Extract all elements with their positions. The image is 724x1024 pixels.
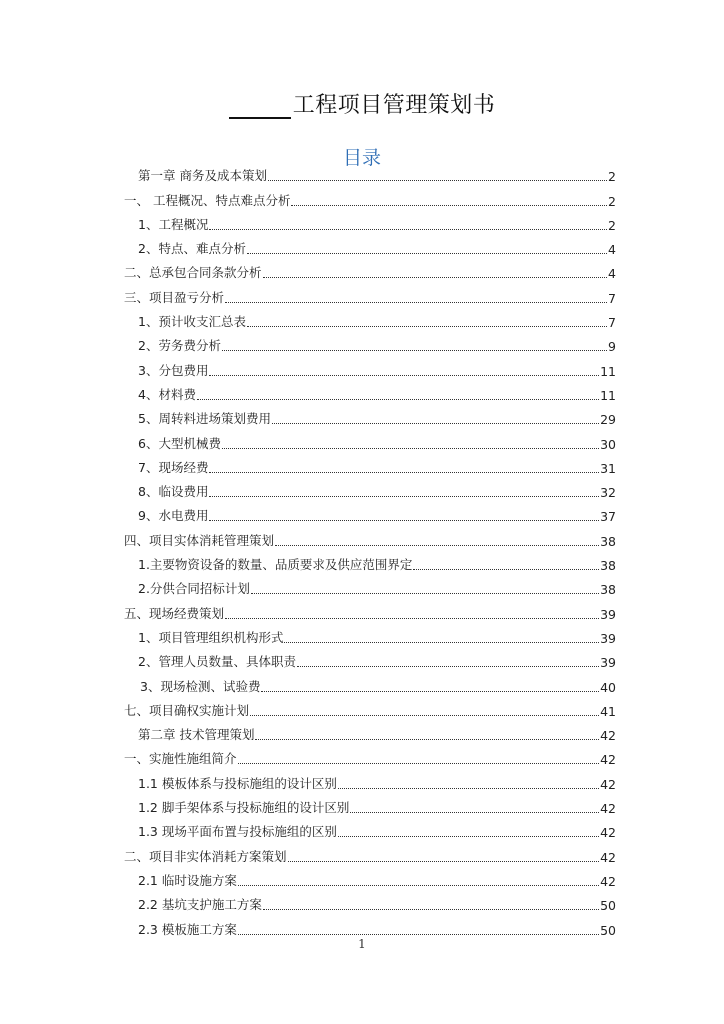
toc-entry-title: 2.分供合同招标计划 <box>138 581 250 597</box>
toc-dot-leader <box>297 666 599 667</box>
toc-entry-page-number: 42 <box>600 873 616 889</box>
toc-dot-leader <box>225 302 607 303</box>
toc-dot-leader <box>238 763 600 764</box>
toc-entry-title: 第二章 技术管理策划 <box>138 727 255 743</box>
toc-entry[interactable] <box>124 914 616 938</box>
toc-entry[interactable] <box>124 720 616 744</box>
toc-entry[interactable] <box>124 696 616 720</box>
toc-dot-leader <box>263 909 599 910</box>
toc-entry[interactable] <box>124 890 616 914</box>
toc-entry-title: 1.3 现场平面布置与投标施组的区别 <box>138 824 337 840</box>
toc-entry-page-number: 38 <box>600 558 616 574</box>
toc-entry[interactable] <box>124 453 616 477</box>
toc-entry-page-number: 39 <box>600 630 616 646</box>
toc-dot-leader <box>209 496 599 497</box>
toc-entry-page-number: 29 <box>600 412 616 428</box>
toc-entry[interactable] <box>124 210 616 234</box>
toc-entry-title: 三、项目盈亏分析 <box>124 289 225 305</box>
toc-dot-leader <box>284 642 599 643</box>
toc-entry-page-number: 31 <box>600 460 616 476</box>
toc-entry-title: 2、管理人员数量、具体职责 <box>138 654 296 670</box>
toc-dot-leader <box>222 448 599 449</box>
toc-entry-title: 五、现场经费策划 <box>124 605 225 621</box>
toc-entry-page-number: 4 <box>608 242 616 258</box>
toc-entry-page-number: 11 <box>600 387 616 403</box>
toc-entry-title: 二、总承包合同条款分析 <box>124 265 262 281</box>
toc-entry-page-number: 11 <box>600 363 616 379</box>
document-title-text: 工程项目管理策划书 <box>292 93 496 118</box>
toc-dot-leader <box>238 885 599 886</box>
toc-entry-page-number: 32 <box>600 485 616 501</box>
toc-entry[interactable] <box>124 817 616 841</box>
toc-entry-title: 1.1 模板体系与投标施组的设计区别 <box>138 775 337 791</box>
toc-entry-title: 1.主要物资设备的数量、品质要求及供应范围界定 <box>138 557 413 573</box>
toc-entry-title: 7、现场经费 <box>138 459 209 475</box>
toc-entry[interactable] <box>124 331 616 355</box>
toc-dot-leader <box>268 180 607 181</box>
toc-entry[interactable] <box>124 185 616 209</box>
toc-entry-title: 一、 工程概况、特点难点分析 <box>124 192 291 208</box>
toc-dot-leader <box>209 520 599 521</box>
toc-dot-leader <box>288 861 600 862</box>
toc-entry-title: 2.2 基坑支护施工方案 <box>138 897 262 913</box>
toc-entry[interactable] <box>124 477 616 501</box>
toc-entry[interactable] <box>124 574 616 598</box>
toc-entry-title: 1、项目管理组织机构形式 <box>138 629 284 645</box>
toc-entry-title: 2.1 临时设施方案 <box>138 872 237 888</box>
toc-entry[interactable] <box>124 793 616 817</box>
toc-entry-page-number: 41 <box>600 703 616 719</box>
toc-heading: 目录 <box>342 147 381 169</box>
toc-entry-title: 9、水电费用 <box>138 508 209 524</box>
toc-entry-title: 6、大型机械费 <box>138 435 221 451</box>
toc-entry[interactable] <box>124 866 616 890</box>
toc-dot-leader <box>338 836 599 837</box>
toc-entry-title: 1、预计收支汇总表 <box>138 314 246 330</box>
toc-entry[interactable] <box>124 550 616 574</box>
toc-entry-page-number: 42 <box>600 825 616 841</box>
toc-entry[interactable] <box>124 671 616 695</box>
toc-dot-leader <box>197 399 599 400</box>
toc-dot-leader <box>291 205 607 206</box>
toc-dot-leader <box>250 715 599 716</box>
toc-entry-page-number: 4 <box>608 266 616 282</box>
toc-entry-title: 第一章 商务及成本策划 <box>138 168 267 184</box>
toc-entry-title: 2、劳务费分析 <box>138 338 221 354</box>
toc-entry-title: 1、工程概况 <box>138 216 209 232</box>
toc-dot-leader <box>209 472 599 473</box>
toc-entry-page-number: 39 <box>600 655 616 671</box>
toc-entry-page-number: 42 <box>600 849 616 865</box>
toc-entry-page-number: 40 <box>600 679 616 695</box>
toc-entry[interactable] <box>124 234 616 258</box>
toc-entry-title: 3、分包费用 <box>138 362 209 378</box>
toc-entry-title: 二、项目非实体消耗方案策划 <box>124 848 287 864</box>
toc-dot-leader <box>261 691 599 692</box>
toc-entry-title: 2、特点、难点分析 <box>138 241 246 257</box>
toc-entry[interactable] <box>124 744 616 768</box>
toc-entry[interactable] <box>124 623 616 647</box>
toc-dot-leader <box>255 739 599 740</box>
toc-entry[interactable] <box>124 525 616 549</box>
toc-entry-title: 四、项目实体消耗管理策划 <box>124 532 275 548</box>
toc-dot-leader <box>263 277 608 278</box>
toc-dot-leader <box>275 545 599 546</box>
toc-entry[interactable] <box>124 404 616 428</box>
toc-entry[interactable] <box>124 647 616 671</box>
toc-entry[interactable] <box>124 598 616 622</box>
toc-entry-page-number: 9 <box>608 339 616 355</box>
toc-entry-title: 8、临设费用 <box>138 484 209 500</box>
toc-dot-leader <box>225 618 599 619</box>
toc-entry-title: 一、实施性施组简介 <box>124 751 237 767</box>
toc-entry-title: 4、材料费 <box>138 386 196 402</box>
toc-entry[interactable] <box>124 161 616 185</box>
toc-entry-title: 2.3 模板施工方案 <box>138 921 237 937</box>
toc-entry-page-number: 50 <box>600 922 616 938</box>
toc-entry-page-number: 2 <box>608 193 616 209</box>
toc-entry[interactable] <box>124 768 616 792</box>
toc-dot-leader <box>209 375 599 376</box>
toc-entry-page-number: 38 <box>600 582 616 598</box>
toc-entry-page-number: 42 <box>600 776 616 792</box>
toc-entry-page-number: 50 <box>600 898 616 914</box>
toc-entry-page-number: 30 <box>600 436 616 452</box>
toc-entry-page-number: 2 <box>608 217 616 233</box>
toc-dot-leader <box>251 593 599 594</box>
toc-dot-leader <box>247 253 607 254</box>
toc-entry-page-number: 42 <box>600 728 616 744</box>
toc-dot-leader <box>247 326 607 327</box>
toc-entry[interactable] <box>124 307 616 331</box>
toc-entry[interactable] <box>124 355 616 379</box>
toc-dot-leader <box>209 229 607 230</box>
toc-dot-leader <box>413 569 599 570</box>
toc-entry[interactable] <box>124 282 616 306</box>
toc-entry-page-number: 7 <box>608 290 616 306</box>
toc-entry-page-number: 42 <box>600 801 616 817</box>
toc-entry-page-number: 39 <box>600 606 616 622</box>
page-number: 1 <box>358 937 366 951</box>
toc-entry[interactable] <box>124 501 616 525</box>
toc-entry-title: 1.2 脚手架体系与投标施组的设计区别 <box>138 800 350 816</box>
toc-entry-page-number: 2 <box>608 169 616 185</box>
toc-entry-page-number: 38 <box>600 533 616 549</box>
toc-dot-leader <box>338 788 599 789</box>
toc-entry-page-number: 42 <box>600 752 616 768</box>
toc-entry-title: 5、周转料进场策划费用 <box>138 411 271 427</box>
toc-dot-leader <box>350 812 599 813</box>
title-blank-underline <box>229 97 291 119</box>
toc-dot-leader <box>272 423 599 424</box>
toc-entry-page-number: 37 <box>600 509 616 525</box>
toc-entry-page-number: 7 <box>608 315 616 331</box>
toc-entry-title: 3、现场检测、试验费 <box>140 678 261 694</box>
toc-dot-leader <box>238 934 599 935</box>
toc-entry-title: 七、项目确权实施计划 <box>124 702 250 718</box>
toc-entry[interactable] <box>124 841 616 865</box>
table-of-contents <box>124 161 616 939</box>
toc-dot-leader <box>222 350 607 351</box>
toc-entry[interactable] <box>124 380 616 404</box>
toc-entry[interactable] <box>124 258 616 282</box>
document-title <box>0 88 724 119</box>
toc-entry[interactable] <box>124 428 616 452</box>
